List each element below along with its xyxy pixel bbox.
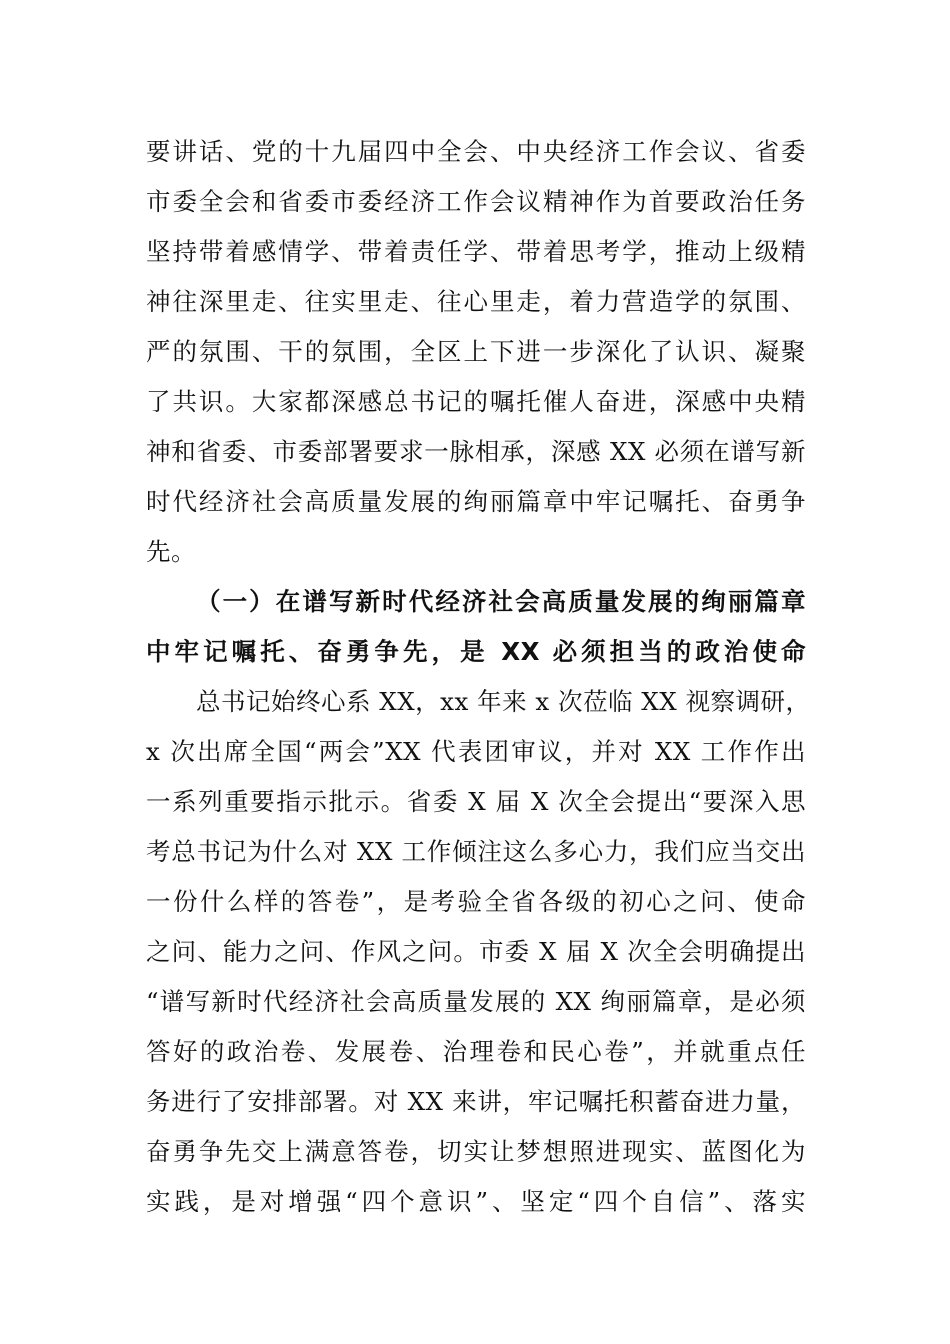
paragraph-2-line-7: “谱写新时代经济社会高质量发展的 XX 绚丽篇章，是必须: [146, 987, 806, 1016]
paragraph-2-line-9: 务进行了安排部署。对 XX 来讲，牢记嘱托积蓄奋进力量，: [146, 1087, 806, 1116]
paragraph-2-line-3: 一系列重要指示批示。省委 X 届 X 次全会提出“要深入思: [146, 787, 806, 816]
paragraph-1-line-2: 市委全会和省委市委经济工作会议精神作为首要政治任务: [146, 187, 806, 216]
paragraph-1-line-5: 严的氛围、干的氛围，全区上下进一步深化了认识、凝聚: [146, 337, 806, 366]
paragraph-2-line-6: 之问、能力之问、作风之问。市委 X 届 X 次全会明确提出: [146, 937, 806, 966]
paragraph-2-line-2: x 次出席全国“两会”XX 代表团审议，并对 XX 工作作出: [146, 737, 806, 766]
paragraph-2-line-5: 一份什么样的答卷”，是考验全省各级的初心之问、使命: [146, 887, 806, 916]
paragraph-1-line-3: 坚持带着感情学、带着责任学、带着思考学，推动上级精: [146, 237, 806, 266]
paragraph-2-line-8: 答好的政治卷、发展卷、治理卷和民心卷”，并就重点任: [146, 1037, 806, 1066]
paragraph-1-line-9: 先。: [146, 537, 196, 566]
paragraph-2-line-11: 实践，是对增强“四个意识”、坚定“四个自信”、落实: [146, 1187, 806, 1216]
section-heading-line-2: 中牢记嘱托、奋勇争先，是 XX 必须担当的政治使命: [146, 637, 806, 666]
paragraph-1-line-8: 时代经济社会高质量发展的绚丽篇章中牢记嘱托、奋勇争: [146, 487, 806, 516]
paragraph-2-line-10: 奋勇争先交上满意答卷，切实让梦想照进现实、蓝图化为: [146, 1137, 806, 1166]
paragraph-2-line-4: 考总书记为什么对 XX 工作倾注这么多心力，我们应当交出: [146, 837, 806, 866]
paragraph-2-line-1: 总书记始终心系 XX，xx 年来 x 次莅临 XX 视察调研，: [196, 687, 811, 716]
paragraph-1-line-7: 神和省委、市委部署要求一脉相承，深感 XX 必须在谱写新: [146, 437, 806, 466]
paragraph-1-line-6: 了共识。大家都深感总书记的嘱托催人奋进，深感中央精: [146, 387, 806, 416]
section-heading-line-1: （一）在谱写新时代经济社会高质量发展的绚丽篇章: [196, 587, 806, 616]
paragraph-1-line-1: 要讲话、党的十九届四中全会、中央经济工作会议、省委: [146, 137, 806, 166]
paragraph-1-line-4: 神往深里走、往实里走、往心里走，着力营造学的氛围、: [146, 287, 806, 316]
